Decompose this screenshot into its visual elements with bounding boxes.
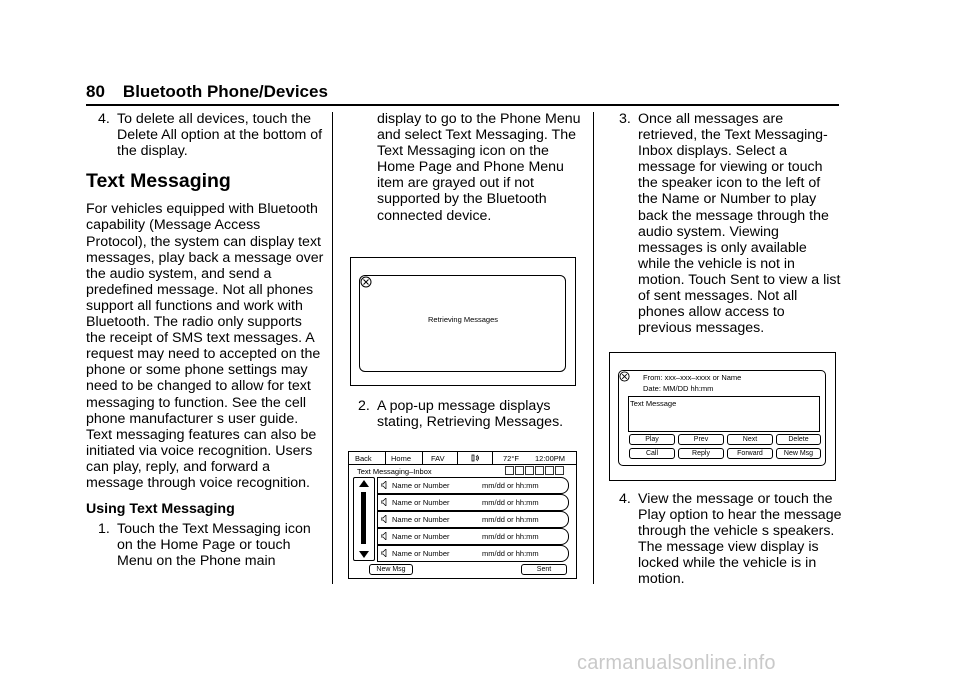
list-item [607, 491, 842, 588]
speaker-icon[interactable] [381, 532, 389, 540]
row-time: mm/dd or hh:mm [482, 532, 539, 541]
row-name: Name or Number [392, 498, 450, 507]
column-divider-2 [593, 112, 594, 584]
clock: 12:00PM [535, 454, 566, 463]
scroll-up-icon[interactable] [359, 480, 369, 487]
speaker-icon[interactable] [381, 515, 389, 523]
delete-button[interactable]: Delete [776, 434, 821, 445]
scroll-thumb[interactable] [361, 492, 366, 544]
list-text: To delete all devices, touch the Delete All option at the bottom of the display. [117, 111, 323, 160]
reply-button[interactable]: Reply [678, 448, 724, 459]
next-button[interactable]: Next [727, 434, 773, 445]
inbox-figure [348, 451, 577, 579]
list-text: Once all messages are retrieved, the Text Messaging-Inbox displays. Select a message for viewing or touch the speaker icon to the left of the Name or Number to play back the message through the audio system. Viewing messages is only available while the vehicle is not in motion. Touch Sent to view a list of sent messages. Not all phones allow access to previous messages. [638, 111, 841, 337]
list-text: View the message or touch the Play option to hear the message through the vehicle s speakers. The message view display is locked while the vehicle is in motion. [638, 491, 842, 588]
voice-icon[interactable] [471, 454, 480, 462]
row-name: Name or Number [392, 481, 450, 490]
list-text: A pop-up message displays stating, Retrieving Messages. [377, 398, 564, 431]
message-date: Date: MM/DD hh:mm [643, 384, 714, 393]
page-number: 80 [86, 82, 105, 101]
temperature: 72°F [503, 454, 519, 463]
row-time: mm/dd or hh:mm [482, 515, 539, 524]
list-item[interactable] [377, 511, 569, 528]
speaker-icon[interactable] [381, 549, 389, 557]
list-number: 4. [619, 491, 631, 507]
step-2 [346, 398, 581, 430]
row-name: Name or Number [392, 515, 450, 524]
scroll-down-icon[interactable] [359, 551, 369, 558]
message-body-label: Text Message [630, 399, 677, 408]
play-button[interactable]: Play [629, 434, 675, 445]
row-time: mm/dd or hh:mm [482, 481, 539, 490]
sent-button[interactable]: Sent [521, 564, 567, 575]
column-1 [86, 111, 324, 569]
home-tab[interactable]: Home [391, 454, 412, 463]
call-button[interactable]: Call [629, 448, 675, 459]
message-panel [618, 370, 826, 466]
list-number: 2. [358, 398, 370, 414]
list-item [86, 521, 324, 569]
list-item[interactable] [377, 477, 569, 494]
list-text: Touch the Text Messaging icon on the Home Page or touch Menu on the Phone main [117, 521, 311, 570]
continued-text: display to go to the Phone Menu and select Text Messaging. The Text Messaging icon on the Home Page and Phone Menu item are grayed out if not supported by the Bluetooth connected device. [377, 111, 581, 224]
new-msg-button[interactable]: New Msg [369, 564, 413, 575]
column-3 [607, 111, 842, 336]
list-item[interactable] [377, 528, 569, 545]
list-number: 3. [619, 111, 631, 127]
list-item [86, 111, 324, 159]
message-body [628, 396, 820, 432]
section-heading: Text Messaging [86, 170, 231, 193]
inbox-title: Text Messaging–Inbox [357, 467, 432, 476]
watermark: carmanualsonline.info [577, 652, 776, 674]
column-2 [346, 111, 581, 224]
message-from: From: xxx–xxx–xxxx or Name [643, 373, 742, 382]
row-time: mm/dd or hh:mm [482, 498, 539, 507]
row-time: mm/dd or hh:mm [482, 549, 539, 558]
new-msg-button[interactable]: New Msg [776, 448, 821, 459]
fav-tab[interactable]: FAV [431, 454, 445, 463]
list-number: 4. [98, 111, 110, 127]
inbox-toolbar-icons[interactable] [505, 466, 567, 475]
scrollbar[interactable] [353, 477, 375, 561]
row-name: Name or Number [392, 549, 450, 558]
popup-message: Retrieving Messages [427, 315, 499, 324]
status-bar [349, 452, 576, 465]
list-item [607, 111, 842, 336]
section-title: Bluetooth Phone/Devices [122, 82, 328, 101]
column-divider-1 [332, 112, 333, 584]
step-4 [607, 491, 842, 588]
message-view-figure [609, 352, 836, 481]
list-number: 1. [98, 521, 110, 538]
list-item[interactable] [377, 494, 569, 511]
intro-paragraph: For vehicles equipped with Bluetooth capability (Message Access Protocol), the system can display text messages, play back a message over the audio system, and send a predefined message. Not all phones support all functions and work with Bluetooth. The radio only supports the receipt of SMS text messages. A request may need to accepted on the phone or some phone settings may need to be changed to allow for text messaging to function. See the cell phone manufacturer s user guide. Text messaging features can also be initiated via voice recognition. Users can play, reply, and forward a message through voice recognition. [86, 201, 324, 491]
forward-button[interactable]: Forward [727, 448, 773, 459]
row-name: Name or Number [392, 532, 450, 541]
speaker-icon[interactable] [381, 481, 389, 489]
retrieving-messages-figure [350, 257, 576, 386]
list-item [346, 398, 581, 430]
header-rule [86, 104, 839, 106]
back-tab[interactable]: Back [355, 454, 372, 463]
sub-heading: Using Text Messaging [86, 501, 235, 518]
prev-button[interactable]: Prev [678, 434, 724, 445]
list-item[interactable] [377, 545, 569, 562]
page-header [86, 82, 328, 102]
speaker-icon[interactable] [381, 498, 389, 506]
